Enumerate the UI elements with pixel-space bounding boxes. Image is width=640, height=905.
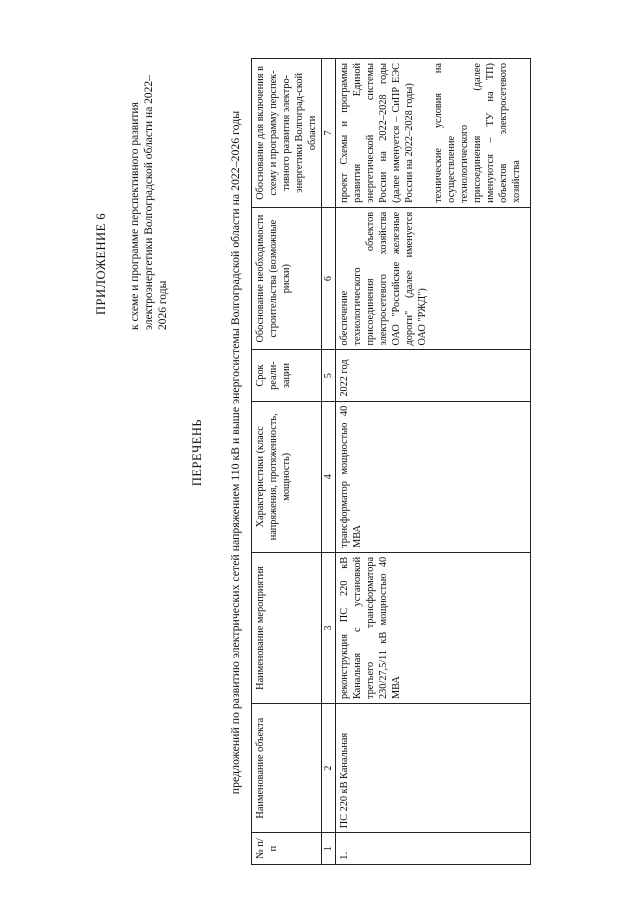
row-characteristics: трансформатор мощностью 40 МВА	[336, 401, 531, 552]
header-basis: Обоснование для включения в схему и программу перспек-тивного развития электро-энергетики Волгоград-ской области	[252, 59, 322, 208]
appendix-text: к схеме и программе перспективного развития электроэнергетики Волгоградской области на 2022–2026 годы	[129, 75, 169, 330]
col-number: 7	[322, 59, 336, 208]
row-justification: обеспечение технологического присоединения объектов электросетевого хозяйства ОАО "Российские железные дороги" (далее именуется ОАО "РЖД")	[336, 207, 531, 350]
proposals-table	[251, 58, 531, 865]
header-row	[252, 59, 322, 865]
header-term: Срок реали-зации	[252, 350, 322, 401]
header-measure: Наименование мероприятия	[252, 552, 322, 703]
col-number: 1	[322, 833, 336, 865]
row-basis	[336, 59, 531, 208]
document-subtitle: предложений по развитию электрических сетей напряжением 110 кВ и выше энергосистемы Волгоградской области на 2022–2026 годы	[228, 110, 242, 795]
header-object: Наименование объекта	[252, 704, 322, 833]
col-number: 2	[322, 704, 336, 833]
row-number: 1.	[336, 833, 531, 865]
header-justification: Обоснование необходимости строительства (возможные риски)	[252, 207, 322, 350]
header-num: № п/п	[252, 833, 322, 865]
appendix-title: ПРИЛОЖЕНИЕ 6	[94, 212, 108, 315]
row-measure: реконструкция ПС 220 кВ Канальная с установкой третьего трансформатора 230/27,5/11 кВ мощностью 40 МВА	[336, 552, 531, 703]
table-row	[336, 59, 531, 865]
col-number: 6	[322, 207, 336, 350]
col-number: 3	[322, 552, 336, 703]
col-number: 5	[322, 350, 336, 401]
header-characteristics: Характеристики (класс напряжения, протяженность, мощность)	[252, 401, 322, 552]
column-number-row	[322, 59, 336, 865]
row-object: ПС 220 кВ Канальная	[336, 704, 531, 833]
col-number: 4	[322, 401, 336, 552]
row-basis-part-2: технические условия на осуществление технологического присоединения (далее именуются – ТУ на ТП) объектов электросетевого хозяйства	[433, 63, 522, 203]
document-title: ПЕРЕЧЕНЬ	[190, 418, 204, 487]
row-basis-part-1: проект Схемы и программы развития Единой энергетической системы России на 2022–2028 годы (далее именуется – СиПР ЕЭС России на 2022–2028 годы)	[339, 63, 415, 203]
row-term: 2022 год	[336, 350, 531, 401]
